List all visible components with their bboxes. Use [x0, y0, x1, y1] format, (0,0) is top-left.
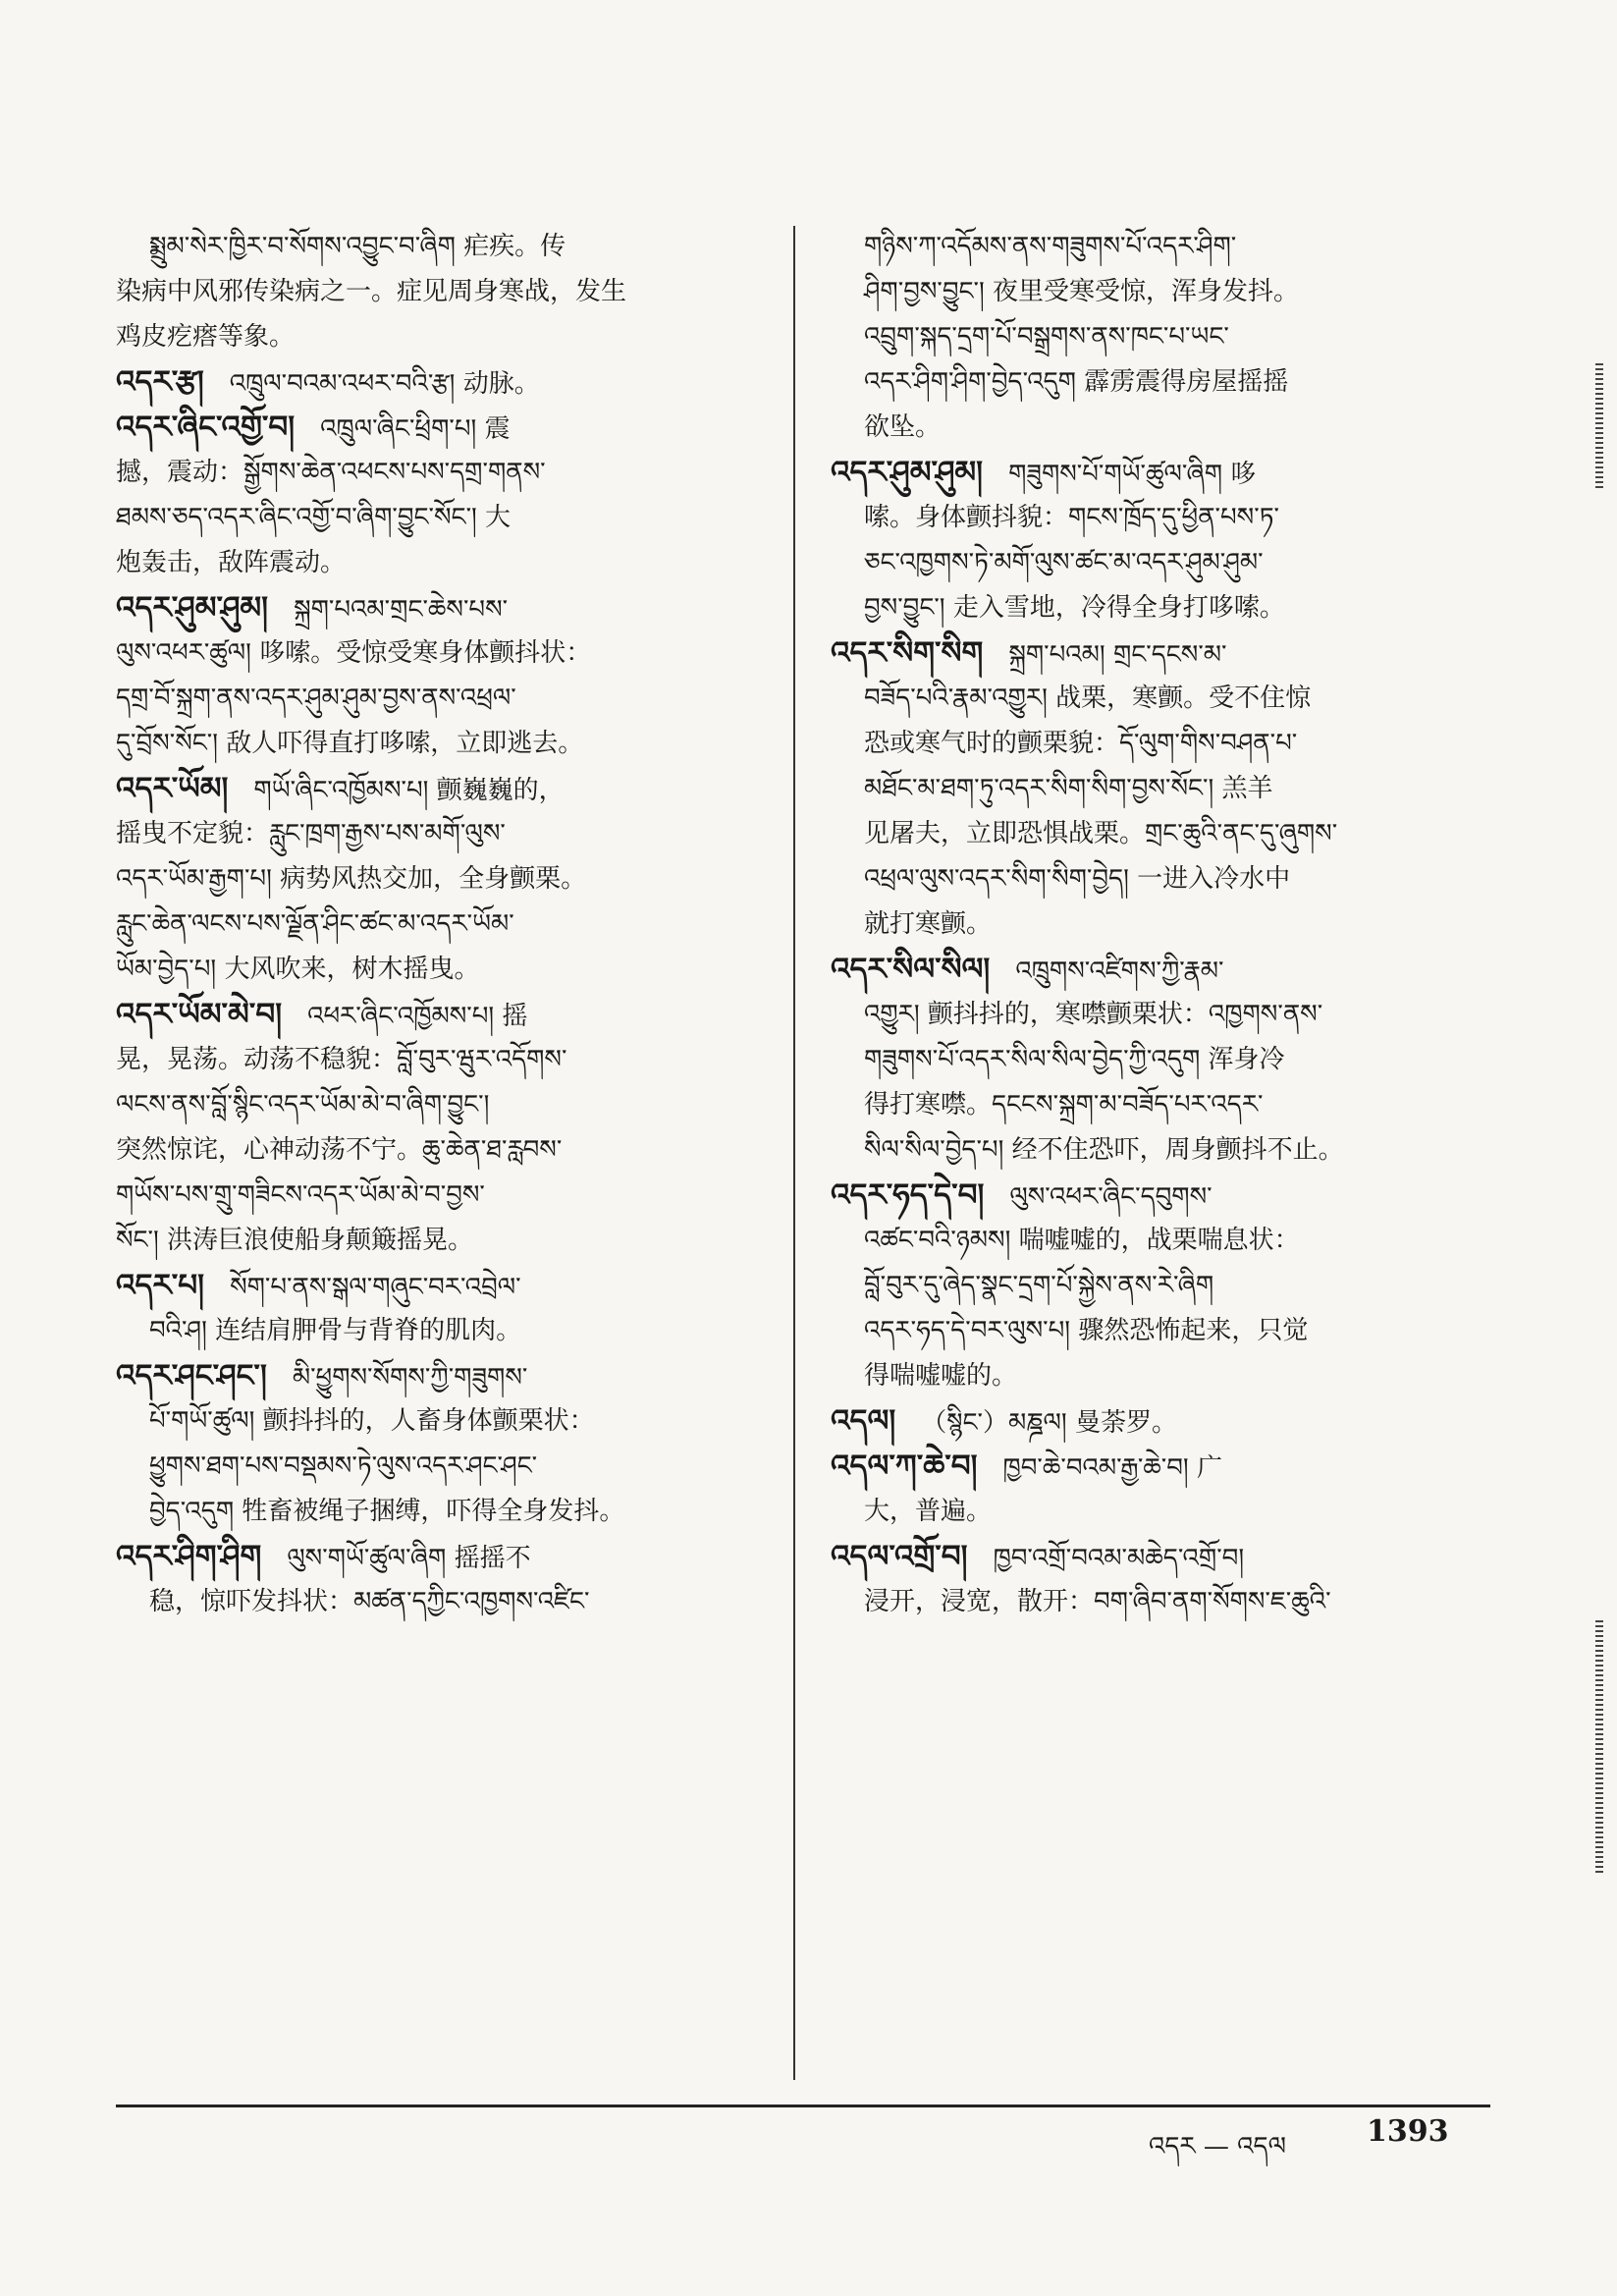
definition-line: [831, 540, 1479, 585]
definition-text: དགྲ་བོ་སྐྲག་ནས་འདར་ཤུམ་ཤུམ་བྱས་ནས་འཕྲལ་: [116, 683, 516, 713]
dictionary-entry-line: [116, 1353, 772, 1398]
definition-line: [116, 630, 772, 676]
definition-line: [831, 1353, 1479, 1398]
definition-line: [831, 1218, 1479, 1263]
dictionary-entry-line: [831, 1173, 1479, 1218]
definition-text: བཟོད་པའི་རྣམ་འགྱུར། 战栗，寒颤。受不住惊: [864, 683, 1312, 713]
definition-line: [831, 1082, 1479, 1127]
definition-line: [116, 1579, 772, 1624]
definition-text: 得喘嘘嘘的。: [864, 1361, 1018, 1391]
definition-line: [831, 269, 1479, 314]
entry-headword: འདར་སིག་སིག: [831, 635, 984, 671]
definition-line: [116, 947, 772, 992]
entry-definition: སྐྲག་པའམ། གྲང་དངས་མ་: [1008, 640, 1227, 670]
definition-text: འབྲུག་སྐད་དྲག་པོ་བསྒྲགས་ནས་ཁང་པ་ཡང་: [864, 322, 1229, 352]
definition-line: [116, 1082, 772, 1127]
entry-headword: འདལ་འགྲོ་བ།: [831, 1539, 968, 1574]
definition-line: [831, 766, 1479, 811]
entry-definition: གཟུགས་པོ་གཡོ་ཚུལ་ཞིག 哆: [1008, 460, 1257, 489]
definition-text: པོ་གཡོ་ཚུལ། 颤抖抖的，人畜身体颤栗状：: [149, 1406, 595, 1436]
definition-line: [831, 1263, 1479, 1308]
dictionary-entry-line: [116, 405, 772, 450]
definition-line: [831, 585, 1479, 630]
definition-line: [116, 269, 772, 314]
definition-line: [116, 1308, 772, 1353]
scan-edge-mark: [1595, 1620, 1603, 1876]
definition-text: 稳，惊吓发抖状：མཚན་དཀྱིང་འཁྱགས་འཛིང་: [149, 1587, 590, 1616]
left-column: [116, 224, 772, 1624]
definition-text: 嗦。身体颤抖貌：གངས་ཁྲོད་དུ་ཕྱིན་པས་ཏ་: [864, 503, 1279, 532]
dictionary-entry-line: [116, 585, 772, 630]
definition-line: [831, 856, 1479, 902]
entry-definition: ལུས་གཡོ་ཚུལ་ཞིག 摇摇不: [287, 1544, 531, 1573]
entry-definition: སོག་པ་ནས་སྒལ་གཞུང་བར་འབྲེལ་: [230, 1273, 521, 1302]
entry-headword: འདར་ཡོམ་མེ་བ།: [116, 997, 283, 1032]
dictionary-entry-line: [116, 766, 772, 811]
definition-text: འགྱུར། 颤抖抖的，寒噤颤栗状：འཁྱགས་ནས་: [864, 1000, 1323, 1029]
definition-line: [116, 314, 772, 359]
definition-line: [116, 902, 772, 947]
definition-line: [831, 1308, 1479, 1353]
dictionary-entry-line: [831, 1444, 1479, 1489]
definition-text: བྱས་བྱུང་། 走入雪地，冷得全身打哆嗦。: [864, 593, 1285, 623]
definition-text: འདར་ཤིག་ཤིག་བྱེད་འདུག 霹雳震得房屋摇摇: [864, 367, 1289, 397]
entry-definition: འཁྲུགས་འཛིགས་ཀྱི་རྣམ་: [1015, 957, 1224, 986]
entry-headword: འདར་སིལ་སིལ།: [831, 952, 991, 987]
definition-text: ཡོམ་བྱེད་པ། 大风吹来，树木摇曳。: [116, 955, 480, 984]
dictionary-entry-line: [116, 1534, 772, 1579]
entry-definition: ཁྱབ་ཆེ་བའམ་རྒྱ་ཆེ་བ། 广: [1002, 1453, 1222, 1483]
definition-line: [831, 902, 1479, 947]
definition-text: 撼，震动：སྒྱོགས་ཆེན་འཕངས་པས་དགྲ་གནས་: [116, 458, 546, 487]
entry-definition: སྐྲག་པའམ་གྲང་ཆེས་པས་: [294, 595, 509, 625]
column-divider: [793, 226, 795, 2080]
entry-headword: འདལ་ཀ་ཆེ་བ།: [831, 1449, 978, 1484]
definition-text: 见屠夫，立即恐惧战栗。གྲང་ཆུའི་ནང་དུ་ཞུགས་: [864, 819, 1338, 848]
definition-line: [831, 1037, 1479, 1082]
definition-text: བྱེད་འདུག 牲畜被绳子捆缚，吓得全身发抖。: [149, 1497, 625, 1526]
definition-text: 大，普遍。: [864, 1497, 993, 1526]
definition-text: གཉིས་ཀ་འདོམས་ནས་གཟུགས་པོ་འདར་ཤིག་: [864, 232, 1237, 261]
dictionary-entry-line: [116, 359, 772, 405]
definition-text: 得打寒噤。དངངས་སྐྲག་མ་བཟོད་པར་འདར་: [864, 1090, 1264, 1120]
definition-line: [116, 495, 772, 540]
definition-text: རླུང་ཆེན་ལངས་པས་ལྗོན་ཤིང་ཚང་མ་འདར་ཡོམ་: [116, 909, 514, 939]
dictionary-entry-line: [831, 1534, 1479, 1579]
definition-line: [831, 405, 1479, 450]
definition-line: [116, 1037, 772, 1082]
definition-line: [831, 224, 1479, 269]
definition-text: 恐或寒气时的颤栗貌：དོ་ལུག་གིས་བཤན་པ་: [864, 729, 1298, 758]
definition-line: [831, 314, 1479, 359]
definition-line: [116, 721, 772, 766]
dictionary-entry-line: [831, 450, 1479, 495]
definition-line: [116, 1218, 772, 1263]
definition-line: [831, 721, 1479, 766]
entry-definition: གཡོ་ཞིང་འཁྱོམས་པ། 颤巍巍的，: [253, 776, 565, 805]
definition-text: སྨྲུམ་སེར་ཁྱིར་བ་སོགས་འབྱུང་བ་ཞིག 疟疾。传: [149, 232, 566, 261]
definition-text: 浸开，浸宽，散开：བག་ཞིབ་ནག་སོགས་ཇ་ཆུའི་: [864, 1587, 1331, 1616]
definition-text: 炮轰击，敌阵震动。: [116, 548, 347, 577]
entry-headword: འདར་པ།: [116, 1268, 205, 1303]
definition-text: འཚང་བའི་ཉམས། 喘嘘嘘的，战栗喘息状：: [864, 1226, 1300, 1255]
definition-text: ཤིག་བྱས་བྱུང་། 夜里受寒受惊，浑身发抖。: [864, 277, 1300, 306]
definition-text: འཕྲལ་ལུས་འདར་སིག་སིག་བྱེད། 一进入冷水中: [864, 864, 1291, 894]
scan-edge-mark: [1595, 363, 1603, 491]
definition-text: མཐོང་མ་ཐག་ཏུ་འདར་སིག་སིག་བྱས་སོང་། 羔羊: [864, 774, 1273, 803]
definition-line: [116, 811, 772, 856]
dictionary-entry-line: [831, 630, 1479, 676]
definition-line: [116, 1398, 772, 1444]
definition-line: [116, 450, 772, 495]
definition-text: བའི་ཤ། 连结肩胛骨与背脊的肌肉。: [149, 1316, 522, 1345]
definition-text: འདར་ཡོམ་རྒྱག་པ། 病势风热交加，全身颤栗。: [116, 864, 587, 894]
entry-headword: འདར་ཤུམ་ཤུམ།: [116, 590, 269, 626]
definition-text: ཐམས་ཅད་འདར་ཞིང་འགྱོ་བ་ཞིག་བྱུང་སོང་། 大: [116, 503, 512, 532]
definition-text: དུ་བྲོས་སོང་། 敌人吓得直打哆嗦，立即逃去。: [116, 729, 584, 758]
dictionary-entry-line: [831, 1398, 1479, 1444]
entry-definition: （སྙིང་）མཎྜལ། 曼荼罗。: [921, 1408, 1177, 1438]
definition-line: [831, 359, 1479, 405]
entry-definition: མི་ཕྱུགས་སོགས་ཀྱི་གཟུགས་: [292, 1363, 528, 1393]
definition-text: ཕྱུགས་ཐག་པས་བསྡམས་ཏེ་ལུས་འདར་ཤང་ཤང་: [149, 1451, 538, 1481]
definition-line: [831, 676, 1479, 721]
definition-line: [116, 1489, 772, 1534]
definition-line: [831, 1127, 1479, 1173]
footer-rule: [116, 2105, 1490, 2107]
entry-headword: འདར་ཤང་ཤང་།: [116, 1358, 267, 1394]
definition-line: [831, 495, 1479, 540]
definition-text: 鸡皮疙瘩等象。: [116, 322, 296, 352]
running-head: འདར — འདལ: [1149, 2132, 1286, 2161]
dictionary-entry-line: [116, 1263, 772, 1308]
definition-text: 摇曳不定貌：རླུང་ཁྲག་རྒྱས་པས་མགོ་ལུས་: [116, 819, 506, 848]
definition-line: [116, 1173, 772, 1218]
definition-text: སིལ་སིལ་བྱེད་པ། 经不住恐吓，周身颤抖不止。: [864, 1135, 1344, 1165]
entry-headword: འདར་ཞིང་འགྱོ་བ།: [116, 410, 296, 445]
right-column: [831, 224, 1479, 1624]
definition-line: [831, 1489, 1479, 1534]
definition-line: [116, 1127, 772, 1173]
entry-definition: ཁྱབ་འགྲོ་བའམ་མཆེད་འགྲོ་བ།: [993, 1544, 1245, 1573]
entry-headword: འདར་ཤིག་ཤིག: [116, 1539, 262, 1574]
definition-text: བློ་བུར་དུ་ཞེད་སྣང་དྲག་པོ་སྐྱེས་ནས་རེ་ཞིག: [864, 1271, 1214, 1300]
definition-text: 晃，晃荡。动荡不稳貌：བློ་བུར་ཝུར་འདོགས་: [116, 1045, 567, 1074]
definition-text: སོང་། 洪涛巨浪使船身颠簸摇晃。: [116, 1226, 474, 1255]
entry-headword: འདར་ཧད་དེ་བ།: [831, 1177, 985, 1213]
dictionary-entry-line: [116, 992, 772, 1037]
entry-definition: ལུས་འཕར་ཞིང་དབུགས་: [1009, 1182, 1213, 1212]
definition-line: [116, 224, 772, 269]
definition-text: ལངས་ནས་བློ་སྙིང་འདར་ཡོམ་མེ་བ་ཞིག་བྱུང་།: [116, 1090, 490, 1120]
definition-text: གཟུགས་པོ་འདར་སིལ་སིལ་བྱེད་ཀྱི་འདུག 浑身冷: [864, 1045, 1285, 1074]
definition-text: 突然惊诧，心神动荡不宁。ཆུ་ཆེན་ཐ་རླབས་: [116, 1135, 563, 1165]
definition-line: [116, 1444, 772, 1489]
definition-text: 就打寒颤。: [864, 909, 993, 939]
definition-text: 欲坠。: [864, 412, 942, 442]
definition-text: གཡོས་པས་གྲུ་གཟིངས་འདར་ཡོམ་མེ་བ་བྱས་: [116, 1180, 485, 1210]
definition-text: ཅང་འཁྱགས་ཏེ་མགོ་ལུས་ཚང་མ་འདར་ཤུམ་ཤུམ་: [864, 548, 1264, 577]
definition-text: ལུས་འཕར་ཚུལ། 哆嗦。受惊受寒身体颤抖状：: [116, 638, 592, 668]
entry-definition: འཁྲུལ་བའམ་འཕར་བའི་རྩ། 动脉。: [229, 369, 540, 399]
entry-headword: འདར་ཤུམ་ཤུམ།: [831, 455, 984, 490]
definition-line: [116, 540, 772, 585]
definition-line: [831, 1579, 1479, 1624]
definition-line: [116, 676, 772, 721]
definition-line: [831, 992, 1479, 1037]
entry-headword: འདར་རྩ།: [116, 364, 204, 400]
page-number: 1393: [1367, 2114, 1449, 2149]
definition-text: 染病中风邪传染病之一。症见周身寒战，发生: [116, 277, 627, 306]
dictionary-entry-line: [831, 947, 1479, 992]
entry-headword: འདལ།: [831, 1403, 896, 1439]
definition-text: འདར་ཧད་དེ་བར་ལུས་པ། 骤然恐怖起来，只觉: [864, 1316, 1309, 1345]
entry-definition: འཁྲུལ་ཞིང་ཕྲིག་པ། 震: [320, 414, 511, 444]
entry-definition: འཕར་ཞིང་འཁྱོམས་པ། 摇: [307, 1002, 528, 1031]
definition-line: [116, 856, 772, 902]
definition-line: [831, 811, 1479, 856]
entry-headword: འདར་ཡོམ།: [116, 771, 229, 806]
